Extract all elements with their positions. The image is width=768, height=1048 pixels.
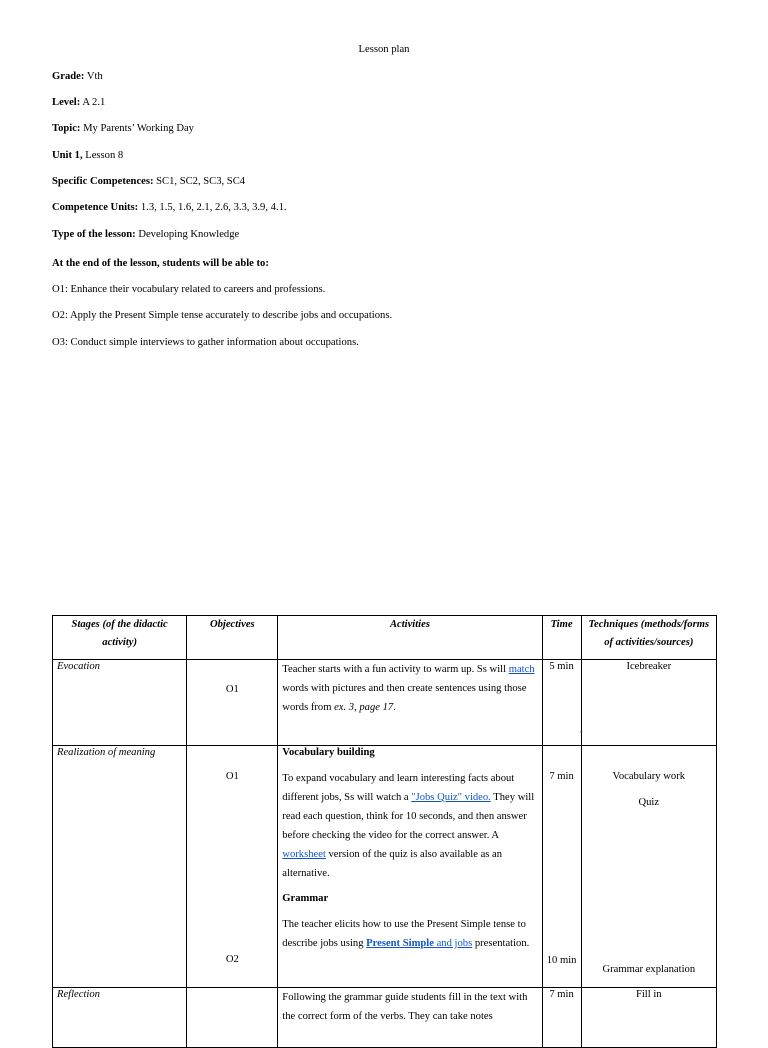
- header-techniques: Techniques (methods/forms of activities/sources): [581, 616, 716, 660]
- stage-realization: Realization of meaning: [53, 746, 187, 988]
- grammar-text: The teacher elicits how to use the Present Simple tense to describe jobs using Present Simple and jobs presentation.: [282, 919, 530, 949]
- worksheet-link[interactable]: worksheet: [282, 849, 326, 860]
- activity-evocation: Teacher starts with a fun activity to warm up. Ss will match words with pictures and then create sentences using those words from ex. 3, page 17.: [278, 660, 542, 746]
- header-stage: Stages (of the didactic activity): [53, 616, 187, 660]
- time-reflection: 7 min: [542, 988, 581, 1048]
- stage-evocation: Evocation: [53, 660, 187, 746]
- technique-label: Vocabulary work: [612, 771, 686, 782]
- table-row-reflection: [53, 988, 717, 1048]
- page-title: Lesson plan: [358, 44, 410, 55]
- meta-specific-competences: Specific Competences: SC1, SC2, SC3, SC4: [52, 176, 246, 187]
- objective-cell: [187, 660, 278, 746]
- objective-2: O2: Apply the Present Simple tense accurately to describe jobs and occupations.: [52, 310, 393, 321]
- vocab-text: To expand vocabulary and learn interesting facts about different jobs, Ss will watch a "Jobs Quiz" video. They will read each question, think for 10 seconds, and then answer before checking the video for the correct answer. A worksheet version of the quiz is also available as an alternative.: [282, 773, 535, 879]
- table-header-row: [53, 616, 717, 660]
- activity-reflection: Following the grammar guide students fill in the text with the correct form of the verbs. They can take notes: [278, 988, 542, 1048]
- meta-topic: Topic: My Parents’ Working Day: [52, 123, 194, 134]
- technique-label: Grammar explanation: [602, 964, 696, 975]
- objective-1: O1: Enhance their vocabulary related to careers and professions.: [52, 284, 326, 295]
- technique-label: Quiz: [638, 797, 660, 808]
- time-label: 10 min: [546, 955, 577, 966]
- grammar-heading: Grammar: [282, 893, 329, 904]
- header-activities: Activities: [278, 616, 542, 660]
- header-time: Time: [542, 616, 581, 660]
- jobs-quiz-video-link[interactable]: "Jobs Quiz" video.: [411, 792, 491, 803]
- stray-dash: -: [579, 726, 583, 736]
- technique-realization: [581, 746, 716, 988]
- time-evocation: 5 min: [542, 660, 581, 746]
- match-link[interactable]: match: [508, 664, 535, 675]
- objective-label: O1: [225, 771, 239, 782]
- table-row-realization: [53, 746, 717, 988]
- meta-level: Level: A 2.1: [52, 97, 106, 108]
- header-objectives: Objectives: [187, 616, 278, 660]
- vocab-heading: Vocabulary building: [282, 747, 375, 758]
- time-realization: [542, 746, 581, 988]
- meta-grade: Grade: Vth: [52, 71, 103, 82]
- lesson-plan-table: [52, 615, 717, 1048]
- objective-cell: [187, 988, 278, 1048]
- objectives-heading: At the end of the lesson, students will be able to:: [52, 258, 269, 269]
- meta-competence-units: Competence Units: 1.3, 1.5, 1.6, 2.1, 2.6, 3.3, 3.9, 4.1.: [52, 202, 287, 213]
- objective-cell: [187, 746, 278, 988]
- and-jobs-link[interactable]: and jobs: [433, 938, 473, 949]
- stage-reflection: Reflection: [53, 988, 187, 1048]
- objective-3: O3: Conduct simple interviews to gather information about occupations.: [52, 337, 359, 348]
- objective-label: O2: [225, 954, 239, 965]
- time-label: 7 min: [549, 771, 574, 782]
- meta-lesson-type: Type of the lesson: Developing Knowledge: [52, 229, 240, 240]
- objective-label: O1: [225, 684, 239, 695]
- technique-evocation: Icebreaker -: [581, 660, 716, 746]
- table-row-evocation: [53, 660, 717, 746]
- activity-realization: [278, 746, 542, 988]
- meta-unit: Unit 1, Lesson 8: [52, 150, 124, 161]
- present-simple-link[interactable]: Present Simple: [366, 938, 434, 949]
- technique-reflection: Fill in: [581, 988, 716, 1048]
